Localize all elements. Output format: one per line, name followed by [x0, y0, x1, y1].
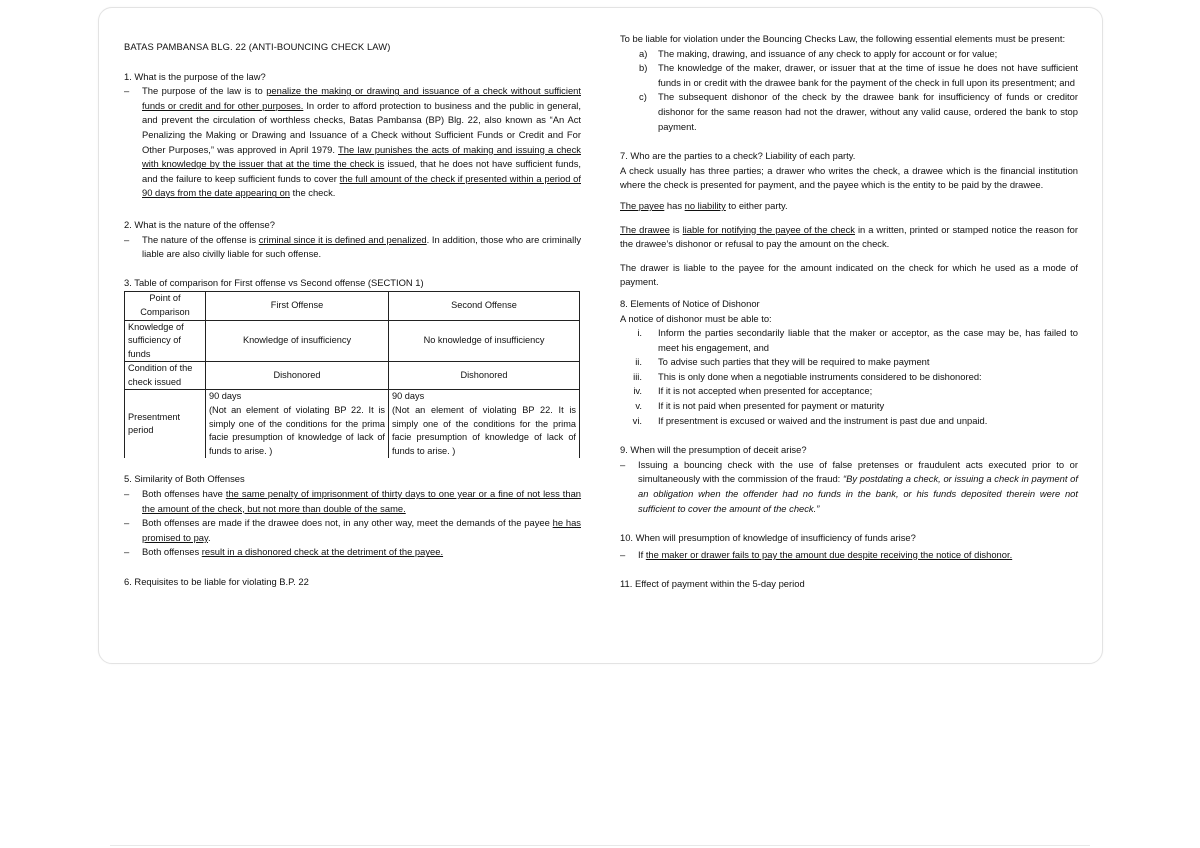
q9-answer: [620, 458, 1078, 516]
table-cell: Condition of the check issued: [125, 362, 206, 390]
document-title: BATAS PAMBANSA BLG. 22 (ANTI-BOUNCING CHECK LAW): [124, 41, 391, 52]
q10-answer: [620, 548, 1078, 563]
q7-underline: The payee: [620, 199, 665, 211]
list-marker: ii.: [635, 356, 642, 368]
q7-paragraph-3: [620, 223, 1078, 252]
q2-text-1: The nature of the offense is: [142, 233, 259, 245]
list-marker: a): [639, 47, 648, 59]
q7-paragraph-1: A check usually has three parties; a drawer who writes the check, a drawee which is the financial institution where the check is presented for payment, and the payee which is the entity to be paid by the drawee.: [620, 164, 1078, 191]
list-item: [620, 90, 1078, 134]
list-item-text: The making, drawing, and issuance of any check to apply for account or for value;: [658, 47, 998, 59]
q7-text: in a written, printed or stamped notice the reason for the drawee’s dishonor or refusal to pay the amount on the check.: [620, 223, 1078, 250]
q5-item-b: [124, 516, 581, 545]
list-item: [620, 355, 1078, 370]
dash-bullet: –: [620, 548, 626, 560]
list-item: [620, 47, 1078, 62]
q9-heading: 9. When will the presumption of deceit arise?: [620, 444, 807, 456]
q1-text-2: In order to afford protection to business and the public in general, and prevent the circulation of worthless checks, Batas Pambansa (BP) Blg. 22, also known as “An Act Penalizing the Making or Drawing and Issuance of a Check without Sufficient Funds or Credit and For Other Purposes,” was approved in April 1979.: [142, 99, 581, 155]
q1-text-4: the check.: [290, 187, 336, 199]
list-item: [620, 399, 1078, 414]
q7-text: has: [664, 199, 685, 211]
table-header-cell: Point of Comparison: [125, 292, 206, 320]
table-cell: 90 days (Not an element of violating BP 22. It is simply one of the conditions for the prima facie presumption of knowledge of lack of funds to arise. ): [206, 390, 389, 458]
next-page-edge: [110, 845, 1090, 846]
q2-text-2: . In addition, those who are criminally liable are also civilly liable for such offense.: [142, 233, 582, 260]
table-cell: 90 days (Not an element of violating BP 22. It is simply one of the conditions for the prima facie presumption of knowledge of lack of funds to arise. ): [389, 390, 580, 458]
elements-list: [620, 47, 1078, 135]
list-marker: v.: [635, 400, 642, 412]
list-marker: i.: [637, 327, 642, 339]
dash-bullet: –: [124, 517, 130, 529]
q5-underline: he has promised to pay: [142, 517, 581, 543]
table-row: [125, 362, 580, 390]
list-item-text: The subsequent dishonor of the check by the drawee bank for insufficiency of funds or creditor dishonor for the same reason had not the drawer, without any valid cause, ordered the bank to stop payment.: [658, 91, 1078, 132]
q5-underline: result in a dishonored check at the detriment of the payee.: [201, 546, 444, 558]
left-column: [124, 32, 581, 590]
table-header-row: [125, 292, 580, 320]
list-item: [620, 370, 1078, 385]
q2-answer: [124, 233, 581, 262]
q7-text: is: [669, 223, 683, 235]
q9-text: Issuing a bouncing check with the use of false pretenses or fraudulent acts executed prior to or simultaneously with the commission of the fraud:: [638, 458, 1078, 485]
table-cell: No knowledge of insufficiency: [389, 320, 580, 362]
list-item: [620, 326, 1078, 355]
q11-heading: 11. Effect of payment within the 5-day period: [620, 578, 805, 590]
q10-heading: 10. When will presumption of knowledge of insufficiency of funds arise?: [620, 532, 916, 544]
q1-underline-1: penalize the making or drawing and issuance of a check without sufficient funds or credit and for other purposes.: [142, 85, 581, 111]
q1-answer: [124, 84, 581, 201]
q2-underline-1: criminal since it is defined and penalized: [258, 233, 427, 245]
list-item-text: If presentment is excused or waived and the instrument is past due and unpaid.: [658, 414, 988, 426]
q10-underline: the maker or drawer fails to pay the amount due despite receiving the notice of dishonor.: [645, 548, 1013, 560]
table-header-cell: Second Offense: [389, 292, 580, 320]
q7-underline: liable for notifying the payee of the check: [682, 223, 855, 235]
table-cell: Dishonored: [389, 362, 580, 390]
q1-text-3: issued, that he does not have sufficient funds, and the failure to keep sufficient funds to cover: [142, 158, 581, 184]
q3-heading: 3. Table of comparison for First offense vs Second offense (SECTION 1): [124, 276, 424, 288]
document-page: [98, 7, 1103, 664]
table-cell: Knowledge of insufficiency: [206, 320, 389, 362]
table-cell: Dishonored: [206, 362, 389, 390]
q9-quote: “By postdating a check, or issuing a check in payment of an obligation when the offender had no funds in the bank, or his funds deposited therein were not sufficient to cover the amount of the check.”: [638, 473, 1078, 514]
list-item: [620, 61, 1078, 90]
q5-item-a: [124, 487, 581, 516]
q10-text: If: [638, 548, 646, 560]
list-item-text: Inform the parties secondarily liable that the maker or acceptor, as the case may be, has failed to meet his engagement, and: [658, 327, 1078, 353]
table-row: [125, 320, 580, 362]
list-item-text: The knowledge of the maker, drawer, or issuer that at the time of issue he does not have sufficient funds in or credit with the drawee bank for the payment of the check in full upon its presentment; and: [658, 62, 1078, 88]
table-row: [125, 390, 580, 458]
table-cell: Knowledge of sufficiency of funds: [125, 320, 206, 362]
q7-paragraph-2: [620, 199, 1078, 214]
elements-intro: To be liable for violation under the Bouncing Checks Law, the following essential elements must be present:: [620, 33, 1066, 44]
q1-heading: 1. What is the purpose of the law?: [124, 70, 266, 82]
comparison-table: [124, 291, 580, 458]
list-item-text: If it is not paid when presented for payment or maturity: [658, 400, 885, 412]
q7-underline: no liability: [684, 199, 726, 211]
list-marker: iii.: [633, 370, 642, 382]
list-item-text: To advise such parties that they will be required to make payment: [658, 356, 930, 368]
list-marker: iv.: [633, 385, 642, 397]
q5-heading: 5. Similarity of Both Offenses: [124, 473, 245, 485]
list-item-text: This is only done when a negotiable instruments considered to be dishonored:: [658, 370, 982, 382]
q5-text: Both offenses have: [142, 488, 226, 500]
q1-underline-2: The law punishes the acts of making and issuing a check with knowledge by the issuer that at the time the check is: [142, 143, 581, 170]
q5-underline: the same penalty of imprisonment of thirty days to one year or a fine of not less than the amount of the check, but not more than double of the same.: [142, 488, 582, 514]
q2-heading: 2. What is the nature of the offense?: [124, 218, 275, 230]
q5-text: .: [208, 531, 211, 543]
q7-text: to either party.: [725, 199, 788, 211]
list-item-text: If it is not accepted when presented for acceptance;: [658, 385, 873, 397]
q5-text: Both offenses are made if the drawee does not, in any other way, meet the demands of the payee: [142, 517, 553, 529]
right-column: [620, 32, 1078, 592]
table-header-cell: First Offense: [206, 292, 389, 320]
list-marker: vi.: [632, 414, 642, 426]
q8-heading: 8. Elements of Notice of Dishonor: [620, 297, 760, 309]
list-item: [620, 414, 1078, 429]
q7-heading: 7. Who are the parties to a check? Liability of each party.: [620, 150, 856, 162]
q5-item-c: [124, 545, 581, 560]
q7-paragraph-4: The drawer is liable to the payee for the amount indicated on the check for which he used as a mode of payment.: [620, 261, 1078, 288]
dash-bullet: –: [124, 233, 130, 245]
dash-bullet: –: [124, 85, 130, 97]
list-marker: c): [639, 91, 647, 103]
q6-heading: 6. Requisites to be liable for violating B.P. 22: [124, 576, 309, 587]
dash-bullet: –: [124, 488, 130, 500]
dash-bullet: –: [620, 458, 626, 470]
dash-bullet: –: [124, 546, 130, 558]
table-cell: Presentment period: [125, 390, 206, 458]
q1-text-1: The purpose of the law is to: [142, 85, 267, 97]
q5-text: Both offenses: [142, 546, 202, 558]
list-item: [620, 384, 1078, 399]
list-marker: b): [639, 62, 648, 74]
notice-elements-list: [620, 326, 1078, 428]
q7-underline: The drawee: [620, 223, 670, 235]
q1-underline-3: the full amount of the check if presented within a period of 90 days from the date appearing on: [142, 172, 581, 199]
q8-intro: A notice of dishonor must be able to:: [620, 312, 772, 324]
